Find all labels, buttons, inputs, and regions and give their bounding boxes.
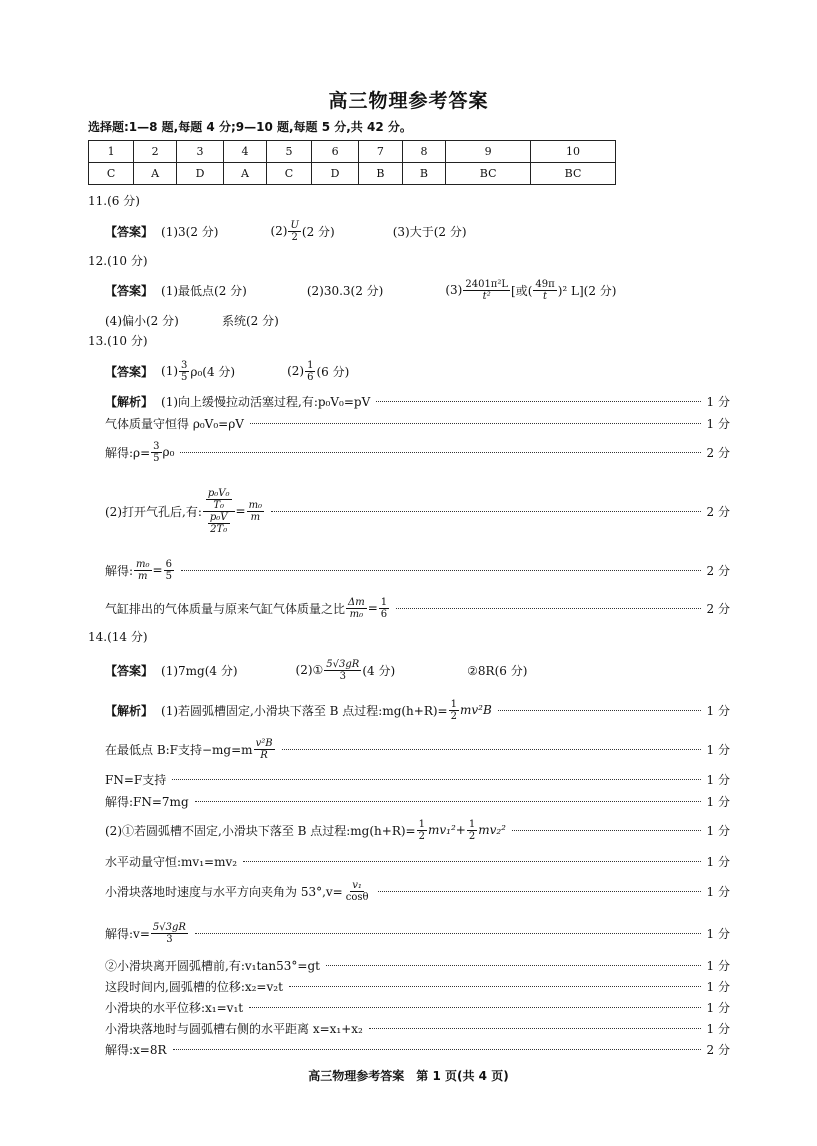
q13-l5-pre: 解得:: [105, 563, 134, 578]
q14-l4-text: 解得:FN=7mg: [105, 794, 189, 809]
q12-a3-pre: (3): [445, 283, 463, 297]
q14-line6: [105, 852, 730, 870]
q14-l5-pre: (2)①若圆弧槽不固定,小滑块下落至 B 点过程:mg(h+R)=: [105, 823, 416, 838]
mc-answer-cell: B: [359, 163, 403, 185]
q13-line5: [105, 554, 730, 586]
leader-dots: [249, 1007, 700, 1008]
q14-l1-pre: (1)若圆弧槽固定,小滑块下落至 B 点过程:mg(h+R)=: [161, 703, 448, 718]
leader-dots: [498, 710, 701, 711]
numerator: 5√3gR: [152, 921, 186, 933]
q13-l3-pre: 解得:ρ=: [105, 445, 151, 460]
leader-dots: [512, 830, 701, 831]
q14-line2: [105, 732, 730, 766]
q13-l1-text: (1)向上缓慢拉动活塞过程,有:p₀V₀=pV: [161, 394, 371, 409]
q13-a2-fraction: [305, 360, 315, 383]
mc-answer-cell: BC: [446, 163, 531, 185]
q13-a1-pre: (1): [161, 364, 179, 378]
q13-l5-rhs-fraction: [164, 559, 174, 582]
analysis-label: 【解析】: [105, 394, 154, 409]
points: 1 分: [706, 772, 730, 787]
numerator: 3: [153, 440, 160, 452]
points: 1 分: [706, 1000, 730, 1015]
denominator: 2: [468, 830, 476, 842]
leader-dots: [195, 933, 701, 934]
q13-line1: [105, 392, 730, 410]
numerator: 2401π²L: [465, 278, 509, 290]
mc-number-row: [89, 141, 616, 163]
q12-a2: (2)30.3(2 分): [306, 283, 384, 298]
leader-dots: [243, 861, 701, 862]
mc-note: 选择题:1—8 题,每题 4 分;9—10 题,每题 5 分,共 42 分。: [88, 120, 412, 134]
q13-l4-rhs-fraction: [247, 500, 265, 523]
q14-l3-text: FN=F支持: [105, 772, 167, 787]
q14-a2-post: (4 分): [362, 663, 396, 678]
leader-dots: [195, 801, 701, 802]
equals: =: [367, 601, 378, 615]
leader-dots: [378, 891, 701, 892]
points: 1 分: [706, 958, 730, 973]
q13-a2-post: (6 分): [316, 364, 350, 379]
numerator: 1: [380, 596, 388, 608]
q14-line13: [105, 1040, 730, 1058]
denominator: R: [260, 749, 268, 761]
q14-l12-text: 小滑块落地时与圆弧槽右侧的水平距离 x=x₁+x₂: [105, 1021, 363, 1036]
numerator: 1: [307, 359, 314, 371]
answer-label: 【答案】: [105, 283, 154, 298]
q13-l2-text: 气体质量守恒得 ρ₀V₀=ρV: [105, 416, 244, 431]
points: 1 分: [706, 394, 730, 409]
leader-dots: [181, 570, 701, 571]
leader-dots: [326, 965, 701, 966]
mc-number-cell: 9: [446, 141, 531, 163]
points: 1 分: [706, 1021, 730, 1036]
leader-dots: [282, 749, 701, 750]
mc-answer-cell: B: [402, 163, 446, 185]
q13-l3-post: ρ₀: [162, 445, 175, 459]
q14-l6-text: 水平动量守恒:mv₁=mv₂: [105, 854, 238, 869]
denominator: t²: [482, 290, 491, 302]
numerator: v₁: [352, 879, 362, 891]
q14-line9: [105, 956, 730, 974]
q14-line5: [105, 814, 730, 846]
q11-a1: (1)3(2 分): [161, 224, 219, 239]
q12-answer-line: [105, 275, 616, 305]
mc-answer-cell: C: [266, 163, 311, 185]
q14-line12: [105, 1019, 730, 1037]
numerator: m₀: [248, 499, 263, 511]
denominator: 5: [165, 570, 172, 582]
q14-l11-text: 小滑块的水平位移:x₁=v₁t: [105, 1000, 244, 1015]
numerator: 1: [418, 818, 425, 830]
q13-l6-rhs-fraction: [379, 597, 389, 620]
points: 1 分: [706, 884, 730, 899]
denominator: m: [138, 570, 148, 582]
mc-answer-cell: D: [312, 163, 359, 185]
numerator: m₀: [136, 558, 150, 570]
points: 2 分: [706, 601, 730, 616]
answer-label: 【答案】: [105, 364, 154, 379]
q14-l7-fraction: [344, 880, 371, 903]
q14-l13-text: 解得:x=8R: [105, 1042, 167, 1057]
points: 1 分: [706, 854, 730, 869]
equals: =: [152, 563, 163, 577]
mc-answer-table: [88, 140, 616, 185]
denominator: 2: [291, 231, 298, 243]
q11-a2-pre: (2): [270, 224, 288, 238]
q14-line10: [105, 977, 730, 995]
denominator: 6: [380, 608, 388, 620]
q14-line1: [105, 694, 730, 726]
q14-l8-fraction: [151, 922, 188, 945]
q11-a3: (3)大于(2 分): [392, 224, 467, 239]
q11-answer-line: [105, 216, 467, 246]
mc-number-cell: 6: [312, 141, 359, 163]
points: 1 分: [706, 703, 730, 718]
q14-a1: (1)7mg(4 分): [161, 663, 238, 678]
mc-answer-cell: D: [177, 163, 224, 185]
numerator: U: [290, 219, 299, 231]
mc-answer-cell: A: [134, 163, 177, 185]
q12-a3-post: )² L](2 分): [557, 283, 617, 298]
q14-answer-line: [105, 652, 527, 688]
q13-l4-compound-fraction: [203, 488, 235, 535]
q12-a4: (4)偏小(2 分): [105, 314, 179, 328]
numerator: 6: [165, 558, 172, 570]
denominator: 2: [450, 710, 457, 722]
denominator: 3: [166, 933, 173, 945]
q11-a2-fraction: [288, 220, 300, 243]
q12-a1: (1)最低点(2 分): [161, 283, 247, 298]
numerator: 1: [468, 818, 476, 830]
leader-dots: [173, 1049, 701, 1050]
points: 1 分: [706, 926, 730, 941]
q13-l5-fraction: [134, 559, 152, 582]
q12-a3-fraction2: [533, 279, 556, 302]
q14-l7-pre: 小滑块落地时速度与水平方向夹角为 53°,v=: [105, 884, 343, 899]
q14-l1-fraction: [449, 699, 459, 722]
q14-l2-fraction: [254, 738, 275, 761]
q13-answer-line: [105, 356, 349, 386]
mc-number-cell: 8: [402, 141, 446, 163]
mc-answer-row: [89, 163, 616, 185]
numerator: 3: [181, 359, 188, 371]
q14-line7: [105, 874, 730, 908]
denominator: 5: [181, 371, 188, 383]
q13-line6: [105, 592, 730, 624]
answer-label: 【答案】: [105, 224, 154, 239]
q14-line3: [105, 770, 730, 788]
mc-number-cell: 7: [359, 141, 403, 163]
q14-l9-text: ②小滑块离开圆弧槽前,有:v₁tan53°=gt: [105, 958, 320, 973]
q13-line2: [105, 414, 730, 432]
denominator: 2: [418, 830, 425, 842]
q14-a2-pre: (2)①: [295, 663, 324, 677]
points: 1 分: [706, 823, 730, 838]
denominator: t: [543, 290, 548, 302]
q14-l5-fraction: [417, 819, 427, 842]
leader-dots: [180, 452, 700, 453]
denominator: 6: [307, 371, 314, 383]
leader-dots: [289, 986, 701, 987]
points: 1 分: [706, 416, 730, 431]
numerator: 5√3gR: [326, 658, 360, 670]
mc-number-cell: 3: [177, 141, 224, 163]
mc-number-cell: 4: [224, 141, 267, 163]
numerator: v²B: [255, 737, 273, 749]
mc-answer-cell: C: [89, 163, 134, 185]
leader-dots: [376, 401, 700, 402]
q11-header: 11.(6 分): [88, 194, 140, 208]
equals: =: [235, 504, 246, 518]
q12-header: 12.(10 分): [88, 254, 148, 268]
q12-a3-mid: [或(: [511, 283, 533, 298]
mc-answer-cell: A: [224, 163, 267, 185]
denominator: 5: [153, 452, 160, 464]
mc-answer-cell: BC: [531, 163, 616, 185]
q14-l5-mid: mv₁²+: [427, 823, 466, 837]
q14-l8-pre: 解得:v=: [105, 926, 150, 941]
denominator: cosθ: [345, 891, 369, 903]
denominator: T₀: [213, 499, 225, 511]
q13-a1-fraction: [179, 360, 189, 383]
q12-a3-fraction: [463, 279, 510, 302]
page-title: 高三物理参考答案: [328, 90, 489, 112]
q13-l3-fraction: [151, 441, 161, 464]
leader-dots: [396, 608, 700, 609]
points: 2 分: [706, 1042, 730, 1057]
points: 1 分: [706, 979, 730, 994]
compound-denominator: [205, 512, 233, 535]
inner-fraction-bottom: [208, 512, 230, 535]
q14-l5-fraction2: [467, 819, 477, 842]
q13-l6-pre: 气缸排出的气体质量与原来气缸气体质量之比: [105, 601, 346, 616]
q13-header: 13.(10 分): [88, 334, 148, 348]
leader-dots: [271, 511, 700, 512]
mc-number-cell: 5: [266, 141, 311, 163]
q14-l10-text: 这段时间内,圆弧槽的位移:x₂=v₂t: [105, 979, 283, 994]
points: 2 分: [706, 504, 730, 519]
denominator: m: [250, 511, 261, 523]
points: 1 分: [706, 742, 730, 757]
inner-fraction-top: [206, 488, 232, 511]
denominator: 2T₀: [210, 523, 228, 535]
denominator: m₀: [349, 608, 364, 620]
q13-a2-pre: (2): [287, 364, 305, 378]
q14-l5-post: mv₂²: [478, 823, 506, 837]
points: 2 分: [706, 563, 730, 578]
q13-l4-pre: (2)打开气孔后,有:: [105, 504, 202, 519]
q14-line11: [105, 998, 730, 1016]
q13-l6-fraction: [346, 597, 367, 620]
q13-line3: [105, 436, 730, 468]
denominator: 3: [339, 670, 346, 682]
mc-number-cell: 2: [134, 141, 177, 163]
q11-a2-post: (2 分): [301, 224, 335, 239]
q14-header: 14.(14 分): [88, 630, 148, 644]
leader-dots: [369, 1028, 701, 1029]
q14-line8: [105, 914, 730, 952]
answer-label: 【答案】: [105, 663, 154, 678]
q14-a2-fraction: [324, 659, 361, 682]
q14-l2-pre: 在最低点 B:F支持−mg=m: [105, 742, 253, 757]
points: 2 分: [706, 445, 730, 460]
q14-a3: ②8R(6 分): [467, 663, 528, 678]
analysis-label: 【解析】: [105, 703, 154, 718]
mc-number-cell: 10: [531, 141, 616, 163]
points: 1 分: [706, 794, 730, 809]
mc-number-cell: 1: [89, 141, 134, 163]
q14-l1-post: mv²B: [460, 703, 492, 717]
q12-a5: 系统(2 分): [222, 314, 279, 328]
numerator: 49π: [535, 278, 555, 290]
numerator: Δm: [348, 596, 365, 608]
numerator: 1: [450, 698, 457, 710]
q13-a1-post: ρ₀(4 分): [190, 364, 236, 379]
page-footer: 高三物理参考答案 第 1 页(共 4 页): [308, 1069, 509, 1083]
numerator: p₀V₀: [207, 487, 230, 499]
q14-line4: [105, 792, 730, 810]
leader-dots: [172, 779, 700, 780]
numerator: p₀V: [209, 511, 228, 523]
compound-numerator: [203, 488, 235, 512]
leader-dots: [250, 423, 701, 424]
q13-line4: [105, 474, 730, 548]
